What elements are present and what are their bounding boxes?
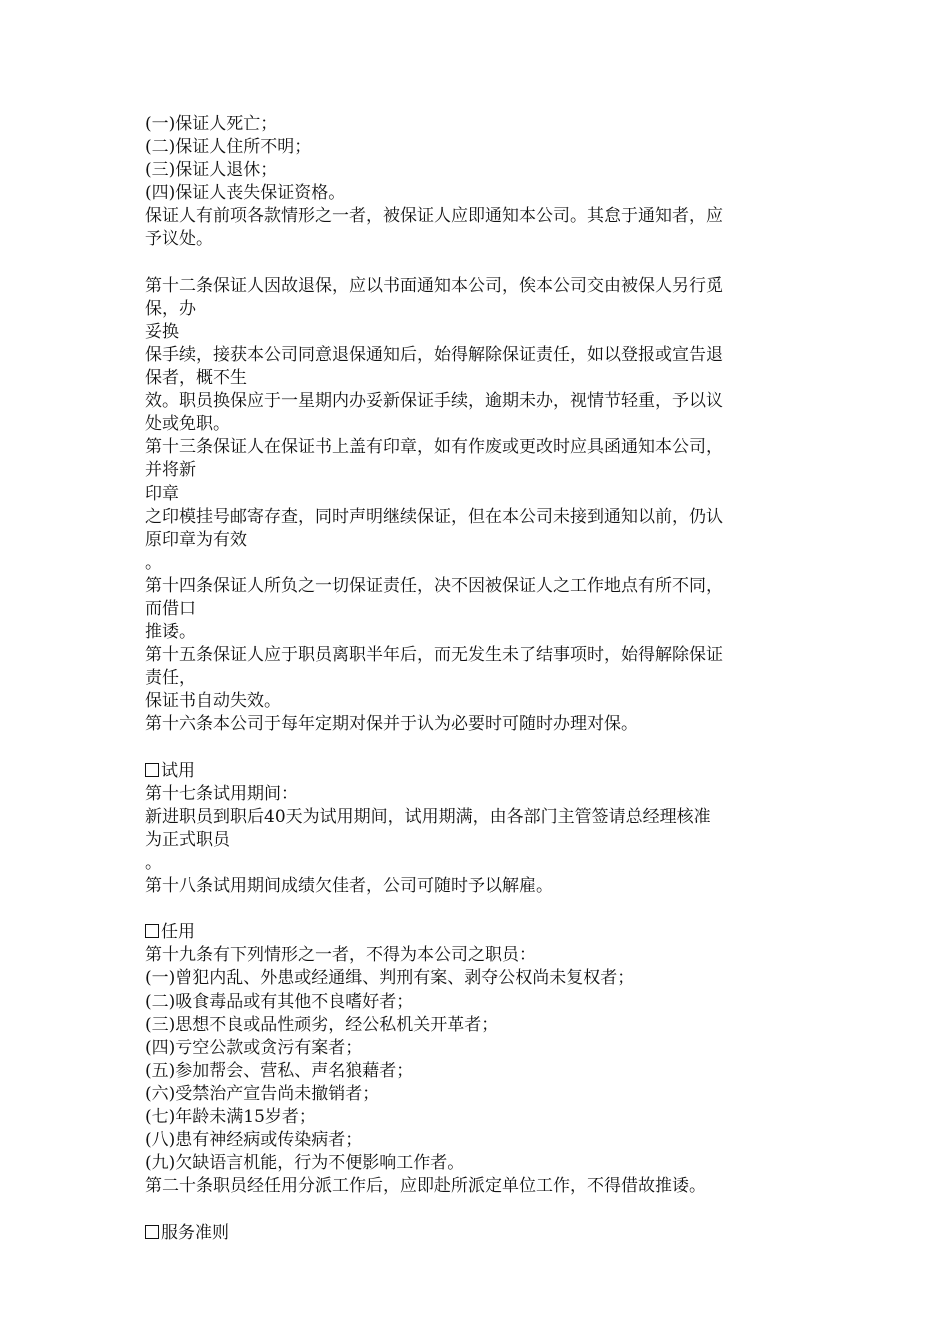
document-page	[145, 113, 810, 1245]
text-line: (三)思想不良或品性顽劣，经公私机关开革者；	[145, 1014, 499, 1035]
text-line: 第十七条试用期间：	[145, 783, 298, 804]
section-trial	[145, 760, 810, 899]
blank-line	[145, 252, 810, 275]
text-line: 第十四条保证人所负之一切保证责任，决不因被保证人之工作地点有所不同，	[145, 575, 723, 596]
text-line: 并将新	[145, 460, 196, 481]
text-line: (三)保证人退休；	[145, 160, 278, 181]
text-line: 效。职员换保应于一星期内办妥新保证手续，逾期未办，视情节轻重，予以议	[145, 391, 723, 412]
blank-line	[145, 1198, 810, 1221]
text-line: (一)保证人死亡；	[145, 114, 278, 134]
text-line: 第二十条职员经任用分派工作后，应即赴所派定单位工作，不得借故推诿。	[145, 1176, 706, 1197]
text-line: 第十九条有下列情形之一者，不得为本公司之职员：	[145, 945, 536, 966]
text-line: 责任，	[145, 668, 196, 689]
text-line: (七)年龄未满15岁者；	[145, 1107, 316, 1128]
text-line: (九)欠缺语言机能，行为不便影响工作者。	[145, 1153, 465, 1174]
text-line: 保证书自动失效。	[145, 691, 281, 712]
text-line: 原印章为有效	[145, 529, 247, 550]
section-appointment	[145, 921, 810, 1198]
section-heading-trial	[145, 760, 810, 783]
blank-line	[145, 737, 810, 760]
text-line: (八)患有神经病或传染病者；	[145, 1130, 363, 1151]
text-line: 保证人有前项各款情形之一者，被保证人应即通知本公司。其怠于通知者，应	[145, 206, 723, 227]
text-line: 为正式职员	[145, 829, 230, 850]
checkbox-square-icon	[145, 1225, 159, 1239]
section-heading-label: 任用	[161, 922, 195, 943]
checkbox-square-icon	[145, 924, 159, 938]
text-line: 第十五条保证人应于职员离职半年后，而无发生未了结事项时，始得解除保证	[145, 645, 723, 666]
text-line: (二)吸食毒品或有其他不良嗜好者；	[145, 991, 414, 1012]
section-service	[145, 1222, 810, 1245]
text-line: 第十二条保证人因故退保，应以书面通知本公司，俟本公司交由被保人另行觅	[145, 275, 723, 296]
section-heading-appointment	[145, 921, 810, 944]
text-line: (六)受禁治产宣告尚未撤销者；	[145, 1083, 380, 1104]
text-line: (二)保证人住所不明；	[145, 137, 312, 158]
text-line: 第十八条试用期间成绩欠佳者，公司可随时予以解雇。	[145, 876, 553, 897]
text-line: 保手续，接获本公司同意退保通知后，始得解除保证责任，如以登报或宣告退	[145, 344, 723, 365]
text-line: 妥换	[145, 321, 179, 342]
text-line: 。	[145, 552, 162, 573]
text-line: (四)保证人丧失保证资格。	[145, 183, 346, 204]
section-heading-label: 服务准则	[161, 1222, 229, 1243]
text-line: 第十六条本公司于每年定期对保并于认为必要时可随时办理对保。	[145, 714, 638, 735]
text-line: 予议处。	[145, 229, 213, 250]
section-heading-label: 试用	[161, 760, 195, 781]
text-line: (五)参加帮会、营私、声名狼藉者；	[145, 1060, 414, 1081]
text-line: 处或免职。	[145, 414, 230, 435]
blank-line	[145, 898, 810, 921]
section-heading-service	[145, 1222, 810, 1245]
text-line: 印章	[145, 483, 179, 504]
text-line: 。	[145, 853, 162, 873]
text-line: 而借口	[145, 598, 196, 619]
checkbox-square-icon	[145, 763, 159, 777]
articles-12-16-block	[145, 275, 810, 737]
text-line: 之印模挂号邮寄存查，同时声明继续保证，但在本公司未接到通知以前，仍认	[145, 506, 723, 527]
text-line: 推诿。	[145, 622, 196, 643]
guarantor-conditions-block	[145, 113, 810, 252]
text-line: 第十三条保证人在保证书上盖有印章，如有作废或更改时应具函通知本公司，	[145, 437, 723, 458]
text-line: 保，办	[145, 298, 196, 319]
text-line: (一)曾犯内乱、外患或经通缉、判刑有案、剥夺公权尚未复权者；	[145, 968, 635, 989]
text-line: 保者，概不生	[145, 368, 247, 389]
text-line: (四)亏空公款或贪污有案者；	[145, 1037, 363, 1058]
text-line: 新进职员到职后40天为试用期间，试用期满，由各部门主管签请总经理核准	[145, 806, 711, 827]
